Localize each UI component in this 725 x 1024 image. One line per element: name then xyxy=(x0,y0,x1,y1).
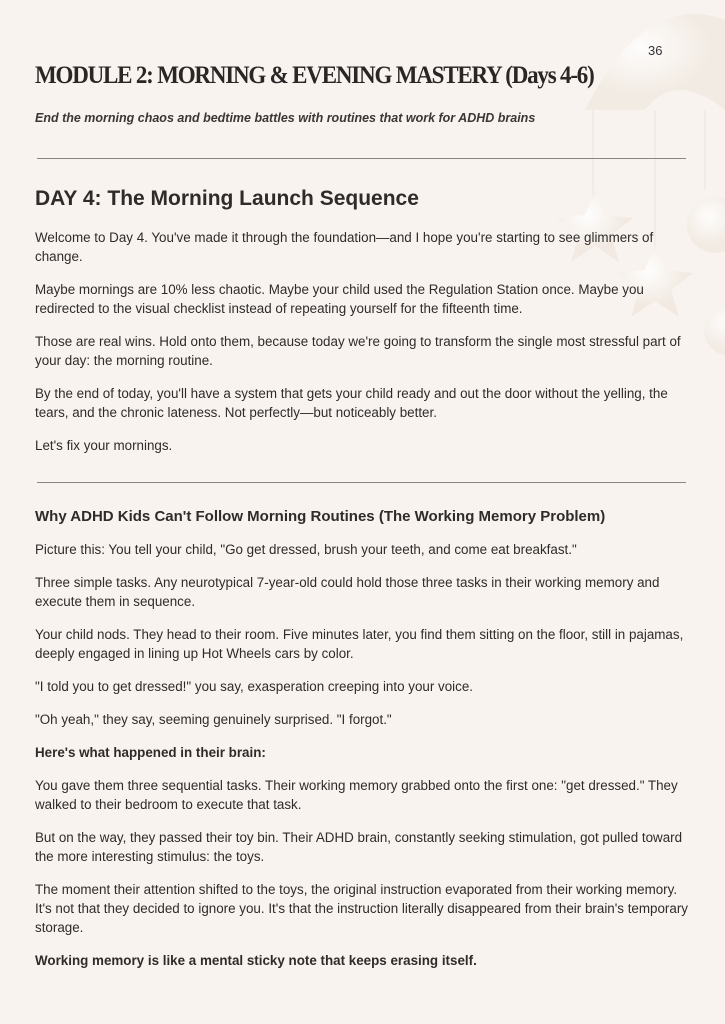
paragraph: Welcome to Day 4. You've made it through the foundation—and I hope you're starting to see glimmers of change. xyxy=(35,230,654,264)
paragraph: Let's fix your mornings. xyxy=(35,438,173,453)
page-number: 36 xyxy=(648,43,663,58)
paragraph: The moment their attention shifted to the toys, the original instruction evaporated from their working memory. It's not that they decided to ignore you. It's that the instruction literally disappeared from their brain's temporary storage. xyxy=(35,882,688,935)
divider xyxy=(37,158,686,159)
paragraph: "Oh yeah," they say, seeming genuinely surprised. "I forgot." xyxy=(35,712,392,727)
paragraph: By the end of today, you'll have a system that gets your child ready and out the door without the yelling, the tears, and the chronic lateness. Not perfectly—but noticeably better. xyxy=(35,386,668,420)
module-title: MODULE 2: MORNING & EVENING MASTERY (Days 4-6) xyxy=(35,62,594,89)
paragraph: Maybe mornings are 10% less chaotic. Maybe your child used the Regulation Station once. Maybe you redirected to the visual checklist instead of repeating yourself for the fifteenth time. xyxy=(35,282,644,316)
paragraph: You gave them three sequential tasks. Their working memory grabbed onto the first one: "get dressed." They walked to their bedroom to execute that task. xyxy=(35,778,678,812)
paragraph: Three simple tasks. Any neurotypical 7-year-old could hold those three tasks in their working memory and execute them in sequence. xyxy=(35,575,660,609)
paragraph: Picture this: You tell your child, "Go get dressed, brush your teeth, and come eat breakfast." xyxy=(35,542,577,557)
module-subtitle: End the morning chaos and bedtime battles with routines that work for ADHD brains xyxy=(35,111,536,125)
paragraph: But on the way, they passed their toy bin. Their ADHD brain, constantly seeking stimulation, got pulled toward the more interesting stimulus: the toys. xyxy=(35,830,683,864)
divider xyxy=(37,482,686,483)
paragraph: "I told you to get dressed!" you say, exasperation creeping into your voice. xyxy=(35,679,474,694)
day-heading: DAY 4: The Morning Launch Sequence xyxy=(35,187,419,210)
bold-paragraph: Working memory is like a mental sticky note that keeps erasing itself. xyxy=(35,953,477,968)
paragraph: Those are real wins. Hold onto them, because today we're going to transform the single most stressful part of your day: the morning routine. xyxy=(35,334,681,368)
bold-paragraph: Here's what happened in their brain: xyxy=(35,745,266,760)
paragraph: Your child nods. They head to their room. Five minutes later, you find them sitting on the floor, still in pajamas, deeply engaged in lining up Hot Wheels cars by color. xyxy=(35,627,684,661)
section-heading: Why ADHD Kids Can't Follow Morning Routines (The Working Memory Problem) xyxy=(35,508,606,525)
